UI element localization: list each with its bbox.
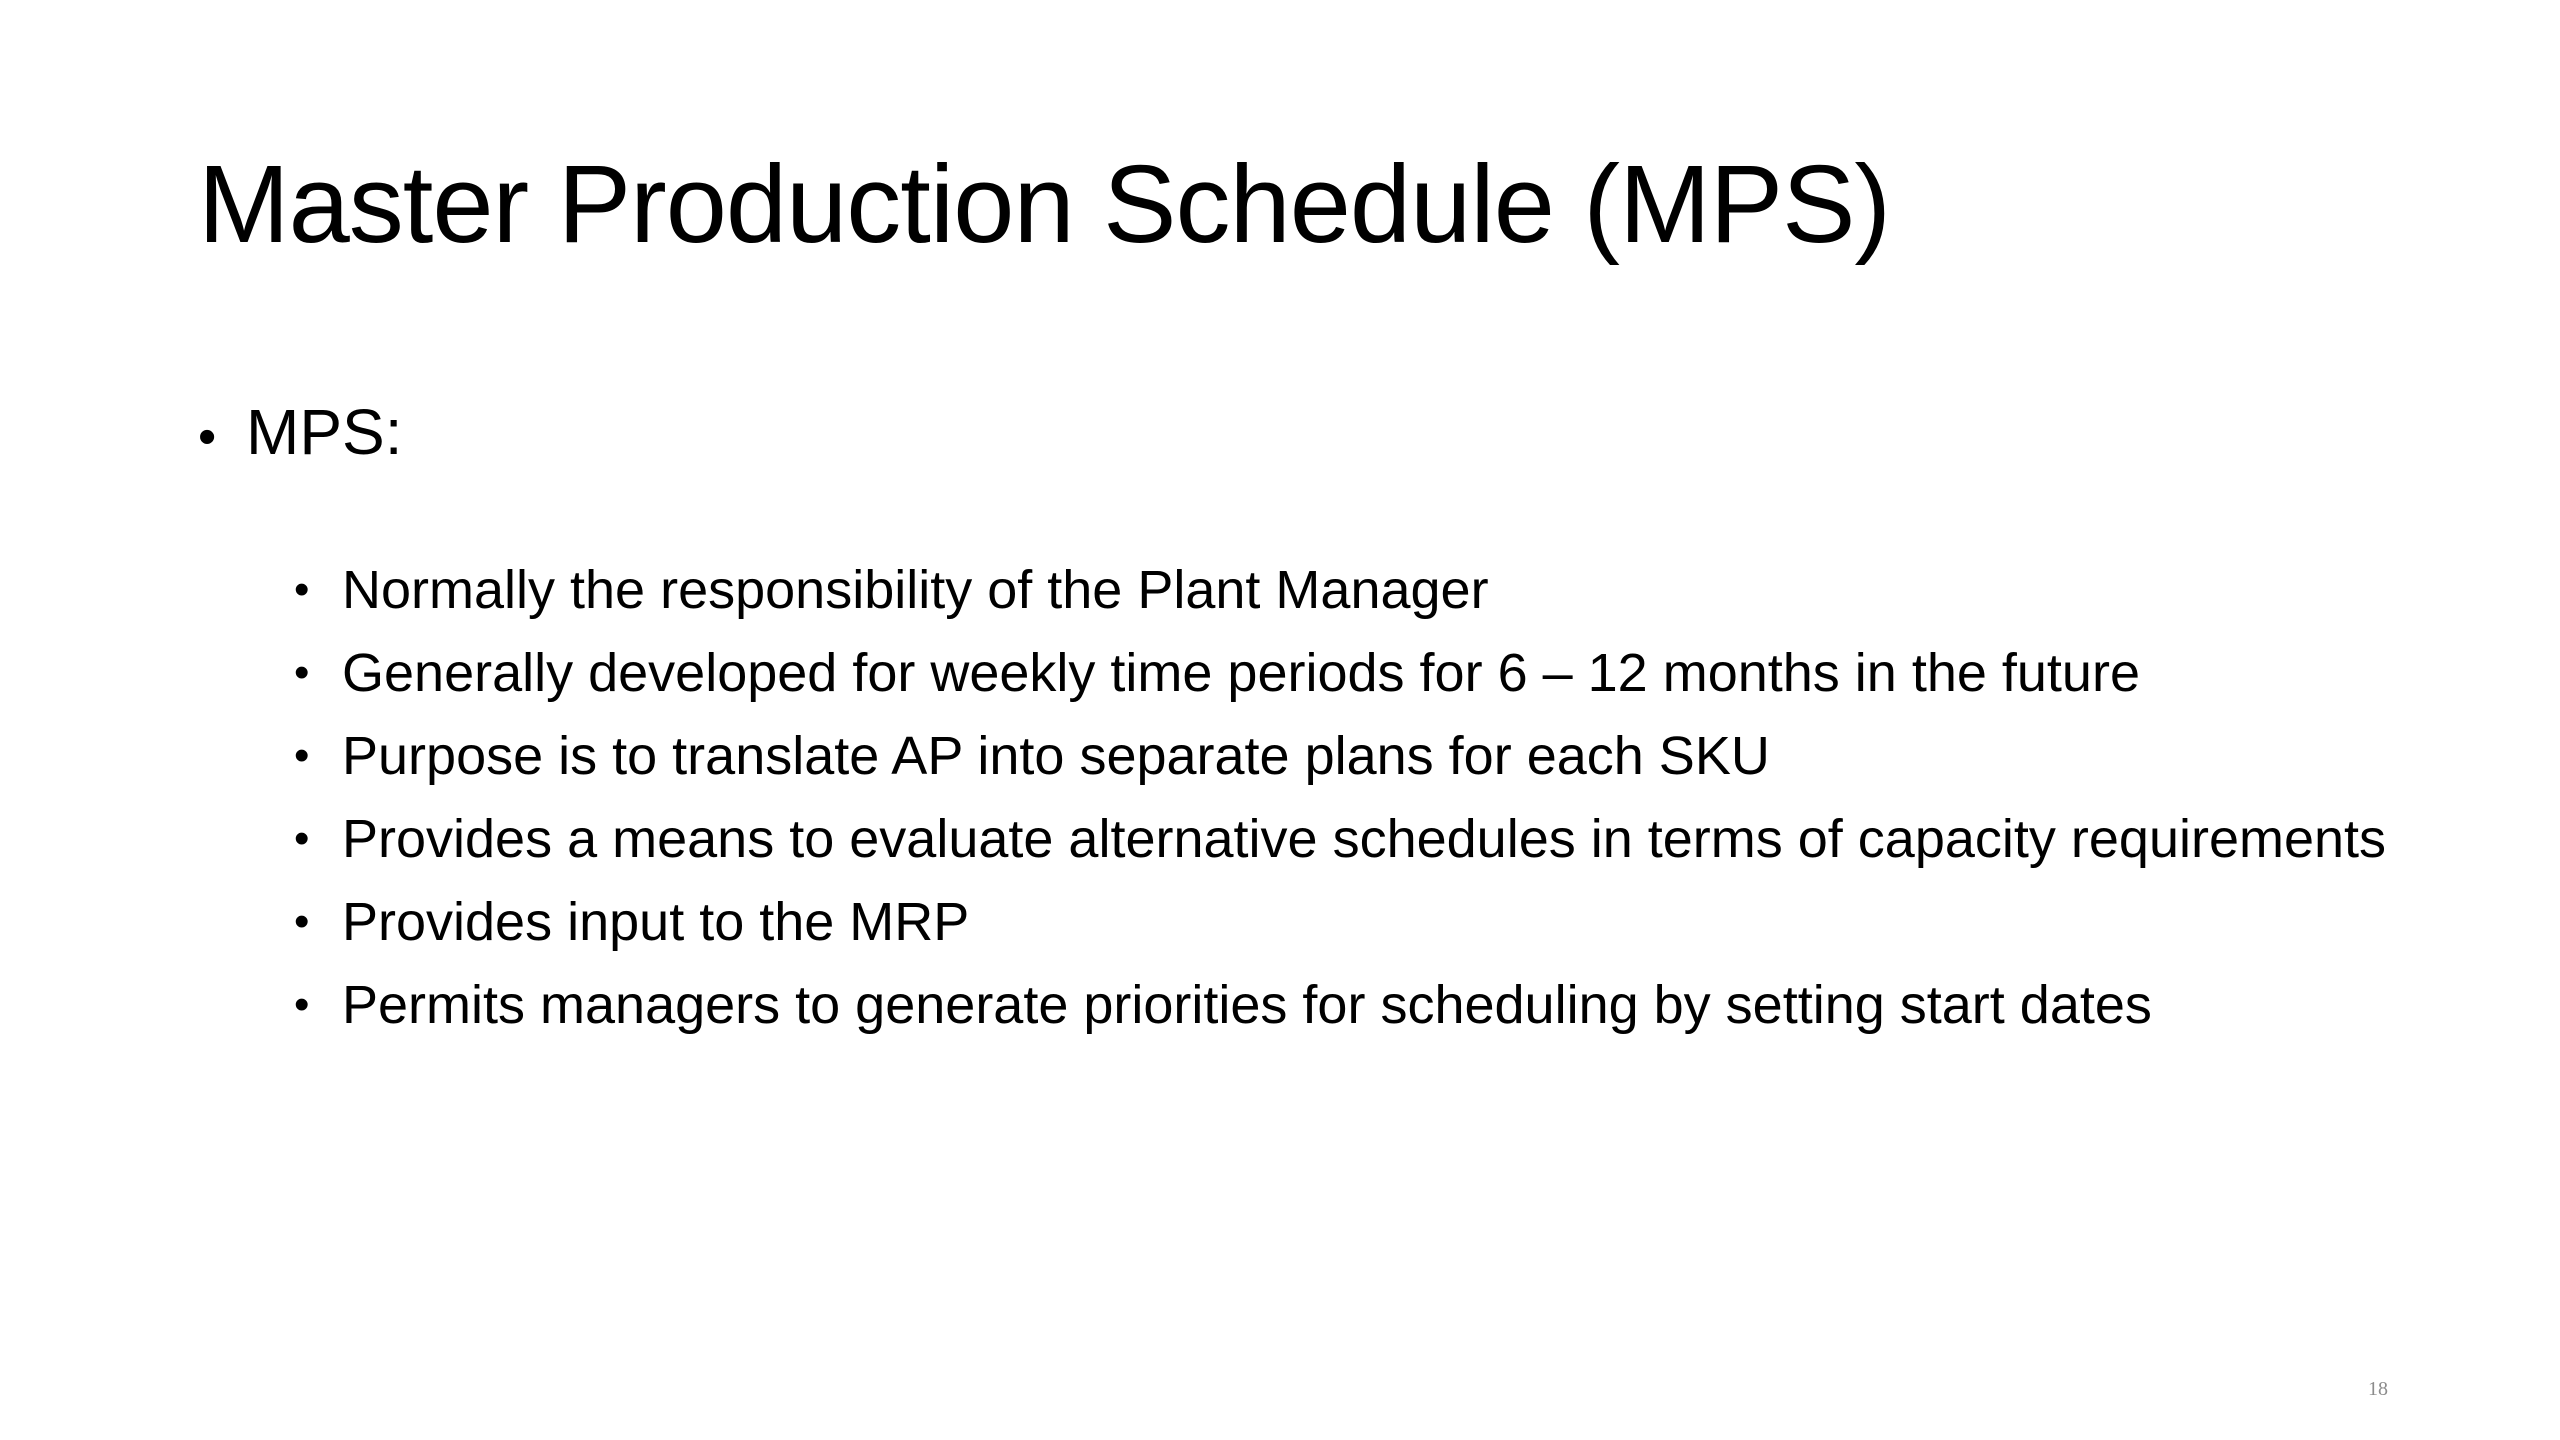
sub-bullet-item: [294, 970, 2394, 1040]
bullet-icon: •: [294, 814, 310, 863]
sub-bullet-text: Generally developed for weekly time periods for 6 – 12 months in the future: [342, 643, 2140, 703]
sub-bullet-text: Provides input to the MRP: [342, 892, 970, 952]
sub-bullet-text: Purpose is to translate AP into separate plans for each SKU: [342, 726, 1770, 786]
page-number: 18: [2368, 1378, 2388, 1400]
sub-bullet-item: [294, 638, 2394, 708]
slide-title: Master Production Schedule (MPS): [198, 143, 1891, 266]
sub-bullet-text: Normally the responsibility of the Plant Manager: [342, 560, 1489, 620]
sub-bullet-item: [294, 804, 2394, 874]
sub-bullet-item: [294, 721, 2394, 791]
bullet-icon: •: [294, 565, 310, 614]
main-bullet-text: MPS:: [246, 396, 403, 468]
bullet-icon: •: [294, 897, 310, 946]
sub-bullet-text: Permits managers to generate priorities for scheduling by setting start dates: [342, 975, 2152, 1035]
main-bullet: [198, 396, 403, 468]
bullet-icon: •: [198, 408, 217, 466]
sub-bullet-item: [294, 555, 2394, 625]
bullet-icon: •: [294, 648, 310, 697]
bullet-icon: •: [294, 731, 310, 780]
sub-bullet-list: [294, 555, 2394, 1053]
sub-bullet-item: [294, 887, 2394, 957]
sub-bullet-text: Provides a means to evaluate alternative schedules in terms of capacity requirements: [342, 809, 2387, 869]
bullet-icon: •: [294, 980, 310, 1029]
